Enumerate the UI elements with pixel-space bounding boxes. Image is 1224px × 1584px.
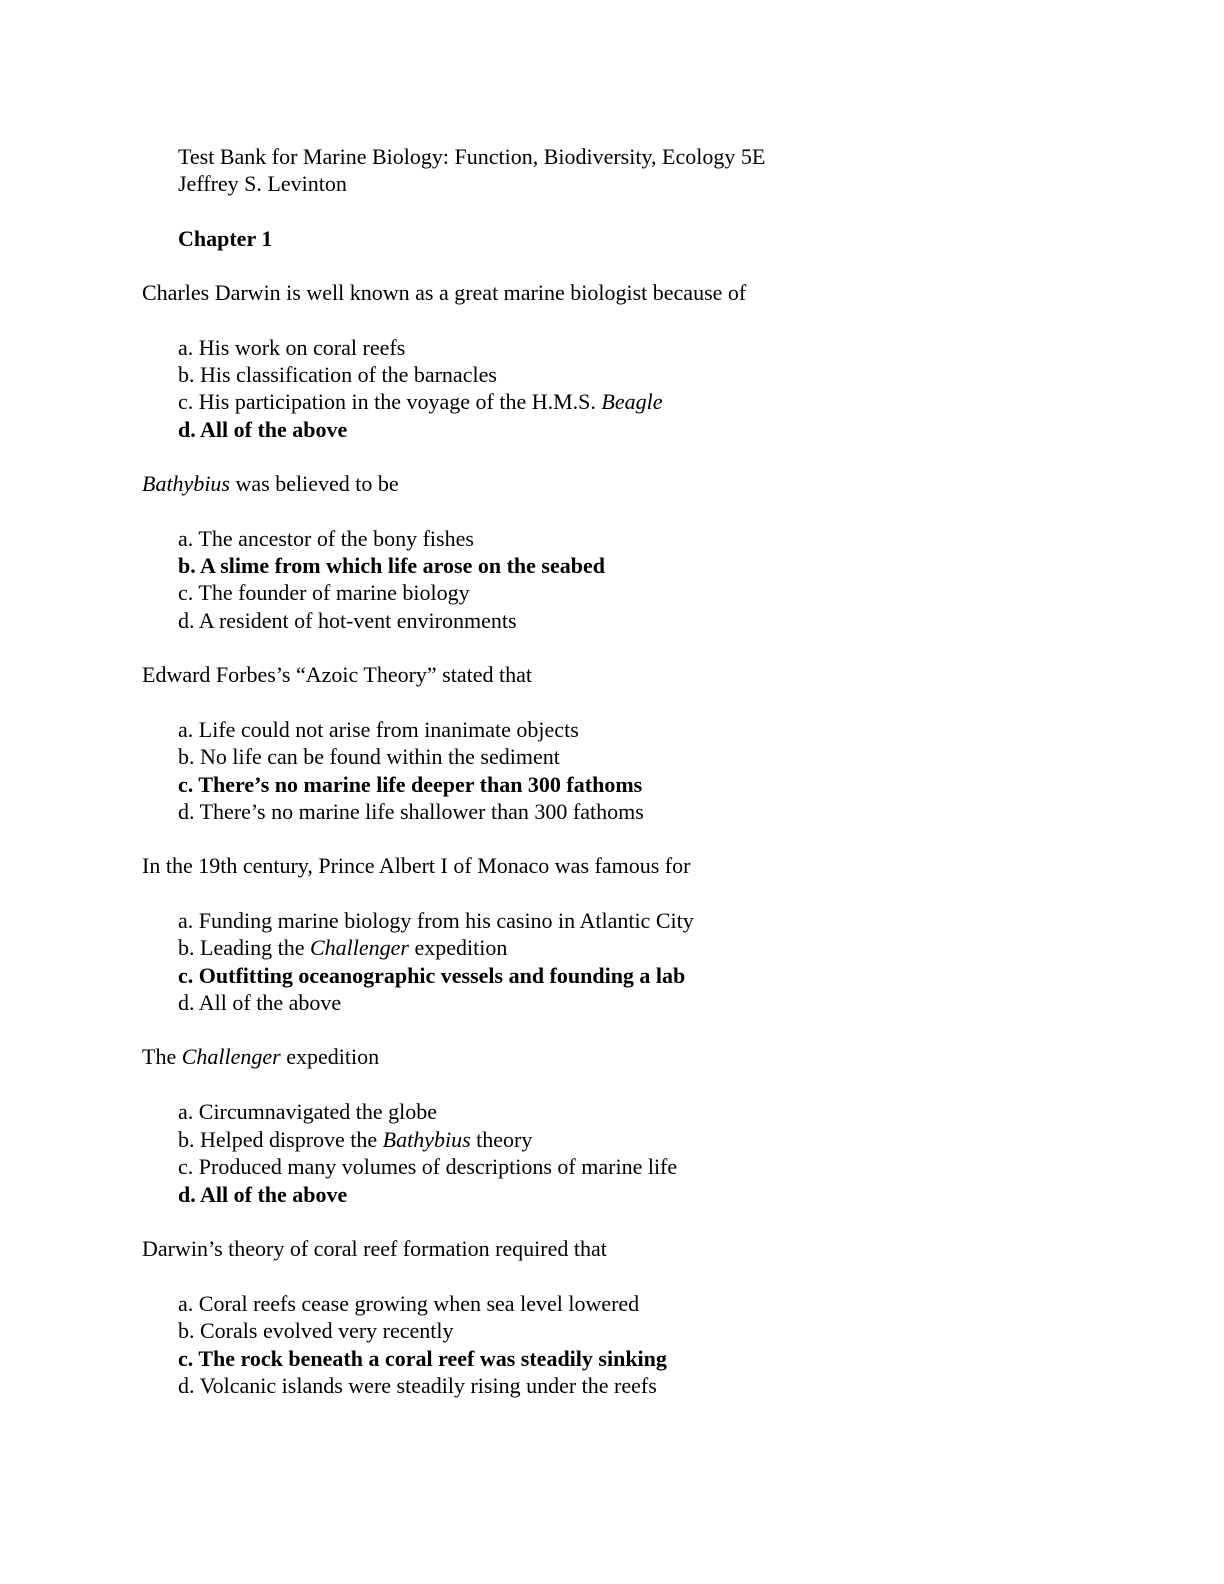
answer-option: [178, 361, 497, 389]
option-letter: d.: [178, 417, 196, 442]
question-stem-text: Darwin’s theory of coral reef formation required that: [142, 1236, 607, 1261]
option-text: All of the above: [200, 1182, 348, 1207]
answer-option: [178, 907, 694, 935]
option-text: Volcanic islands were steadily rising under the reefs: [199, 1373, 657, 1398]
option-letter: b.: [178, 744, 195, 769]
answer-option: [178, 579, 470, 607]
option-italic-term: Challenger: [309, 935, 409, 960]
question-stem-pre: The: [142, 1044, 177, 1069]
answer-option: [178, 334, 405, 362]
question-stem-text: In the 19th century, Prince Albert I of Monaco was famous for: [142, 853, 691, 878]
question-stem-italic-term: Bathybius: [142, 471, 230, 496]
option-letter: c.: [178, 580, 194, 605]
option-text: His classification of the barnacles: [200, 362, 497, 387]
option-text: Life could not arise from inanimate objects: [198, 717, 579, 742]
answer-option: [178, 798, 644, 826]
option-text: Produced many volumes of descriptions of marine life: [198, 1154, 678, 1179]
option-text: All of the above: [198, 990, 342, 1015]
option-italic-term: Beagle: [601, 389, 663, 414]
answer-option: [178, 1153, 677, 1181]
option-text: Funding marine biology from his casino in Atlantic City: [198, 908, 694, 933]
answer-option: [178, 1317, 454, 1345]
option-text: expedition: [414, 935, 508, 960]
question-stem-text: Edward Forbes’s “Azoic Theory” stated that: [142, 662, 532, 687]
option-letter: d.: [178, 799, 195, 824]
option-letter: c.: [178, 389, 194, 414]
option-text: The founder of marine biology: [198, 580, 470, 605]
option-letter: d.: [178, 1182, 196, 1207]
option-text: There’s no marine life deeper than 300 fathoms: [198, 772, 643, 797]
option-letter: b.: [178, 1318, 195, 1343]
option-text: A resident of hot-vent environments: [198, 608, 517, 633]
document-author: Jeffrey S. Levinton: [178, 171, 347, 196]
option-italic-term: Bathybius: [382, 1127, 471, 1152]
question-stem: [142, 279, 746, 307]
question-stem-text: expedition: [286, 1044, 380, 1069]
question-stem-italic-term: Challenger: [181, 1044, 281, 1069]
option-text: The ancestor of the bony fishes: [198, 526, 474, 551]
option-text: Circumnavigated the globe: [198, 1099, 438, 1124]
option-letter: d.: [178, 1373, 195, 1398]
option-letter: d.: [178, 608, 195, 633]
answer-option: [178, 388, 663, 416]
question-stem: [142, 470, 399, 498]
answer-option: [178, 1372, 657, 1400]
correct-answer-option: [178, 416, 347, 444]
option-letter: c.: [178, 963, 194, 988]
answer-option: [178, 607, 517, 635]
option-text: The rock beneath a coral reef was steadily sinking: [198, 1346, 667, 1371]
option-text-pre: Leading the: [200, 935, 305, 960]
answer-option: [178, 1098, 437, 1126]
answer-option: [178, 934, 507, 962]
option-text: A slime from which life arose on the seabed: [200, 553, 605, 578]
answer-option: [178, 1290, 639, 1318]
option-letter: a.: [178, 335, 194, 360]
correct-answer-option: [178, 1181, 347, 1209]
option-letter: a.: [178, 1291, 194, 1316]
answer-option: [178, 743, 560, 771]
option-letter: d.: [178, 990, 195, 1015]
option-letter: b.: [178, 553, 196, 578]
correct-answer-option: [178, 771, 642, 799]
option-text: Outfitting oceanographic vessels and founding a lab: [198, 963, 686, 988]
correct-answer-option: [178, 1345, 667, 1373]
option-letter: a.: [178, 908, 194, 933]
answer-option: [178, 1126, 532, 1154]
question-stem: [142, 1043, 379, 1071]
option-letter: a.: [178, 526, 194, 551]
question-stem: [142, 1235, 607, 1263]
correct-answer-option: [178, 552, 605, 580]
document-title: Test Bank for Marine Biology: Function, Biodiversity, Ecology 5E: [178, 144, 766, 169]
answer-option: [178, 525, 474, 553]
question-stem: [142, 852, 690, 880]
option-text: No life can be found within the sediment: [200, 744, 560, 769]
option-text: His participation in the voyage of the H.M.S.: [198, 389, 596, 414]
option-text: All of the above: [200, 417, 348, 442]
answer-option: [178, 989, 341, 1017]
question-stem-text: Charles Darwin is well known as a great marine biologist because of: [142, 280, 747, 305]
option-letter: c.: [178, 1346, 194, 1371]
option-letter: c.: [178, 772, 194, 797]
option-text: Coral reefs cease growing when sea level lowered: [198, 1291, 640, 1316]
answer-option: [178, 716, 579, 744]
option-text: His work on coral reefs: [198, 335, 406, 360]
option-text: There’s no marine life shallower than 300 fathoms: [199, 799, 644, 824]
correct-answer-option: [178, 962, 685, 990]
option-letter: a.: [178, 1099, 194, 1124]
option-letter: b.: [178, 1127, 195, 1152]
option-text: Corals evolved very recently: [200, 1318, 454, 1343]
chapter-heading: Chapter 1: [178, 226, 273, 251]
option-letter: b.: [178, 362, 195, 387]
question-stem: [142, 661, 532, 689]
question-stem-text: was believed to be: [235, 471, 399, 496]
option-letter: a.: [178, 717, 194, 742]
option-text-pre: Helped disprove the: [200, 1127, 378, 1152]
option-letter: b.: [178, 935, 195, 960]
option-letter: c.: [178, 1154, 194, 1179]
option-text: theory: [476, 1127, 533, 1152]
